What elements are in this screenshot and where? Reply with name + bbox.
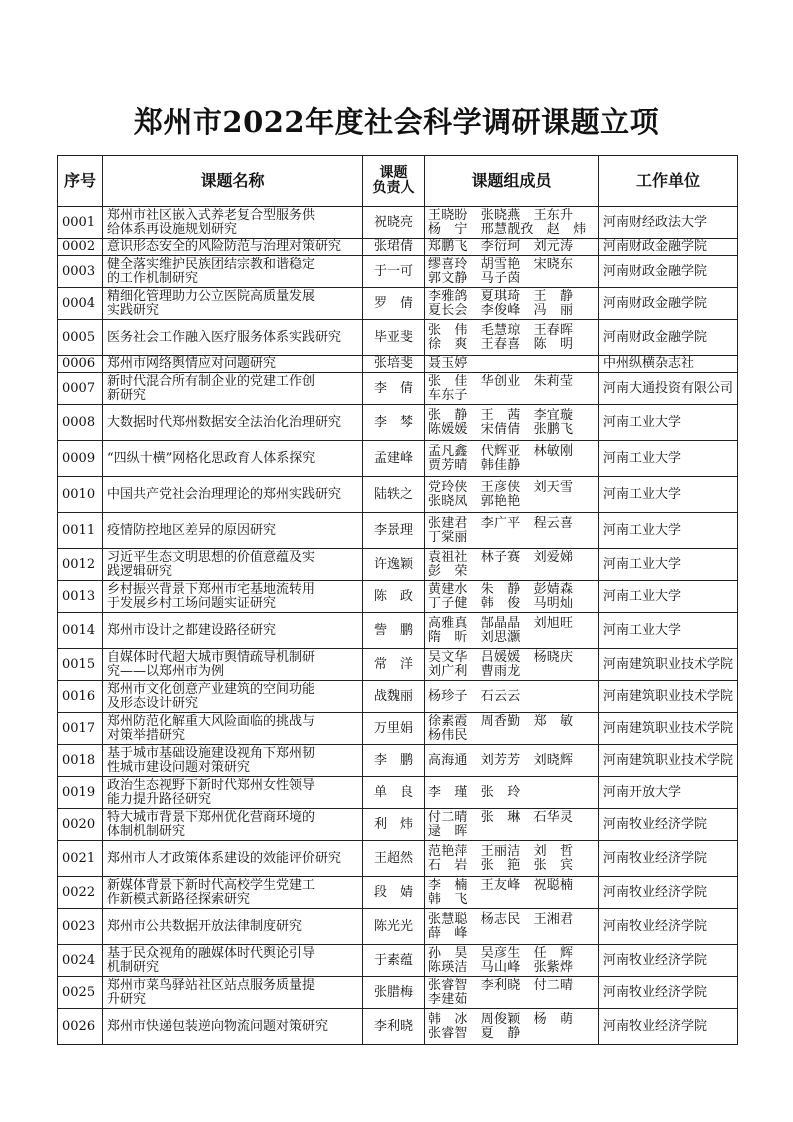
row-leader: 陈光光 <box>363 909 425 945</box>
row-topic-line: 新研究 <box>107 387 147 403</box>
row-leader: 利 炜 <box>363 809 425 841</box>
row-members <box>425 239 599 256</box>
row-topic-line: “四纵十横”网格化思政育人体系探究 <box>107 450 316 466</box>
row-leader: 段 婧 <box>363 877 425 909</box>
row-topic-line: 及形态设计研究 <box>107 695 199 711</box>
table-row <box>58 713 738 745</box>
row-unit: 河南牧业经济学院 <box>599 809 738 841</box>
row-members-line: 刘广利 曹雨龙 <box>428 663 521 679</box>
table-header-row <box>58 156 738 207</box>
row-topic-line: 给体系再设施规划研究 <box>107 221 238 237</box>
row-topic-line: 中国共产党社会治理理论的郑州实践研究 <box>107 486 342 502</box>
row-leader: 于一可 <box>363 256 425 288</box>
row-topic-line: 郑州市快递包装逆向物流问题对策研究 <box>107 1018 329 1034</box>
table-row <box>58 256 738 288</box>
table-row <box>58 681 738 713</box>
row-unit: 河南财政金融学院 <box>599 239 738 256</box>
row-members-line: 张睿智 李利晓 付二晴 <box>428 977 574 993</box>
row-seq: 0010 <box>58 477 103 513</box>
row-members-line: 杨珍子 石云云 <box>428 688 521 704</box>
table-row <box>58 513 738 549</box>
row-members-line: 丁棠丽 <box>428 529 468 545</box>
row-topic-line: 机制研究 <box>107 959 160 975</box>
row-topic <box>103 681 363 713</box>
row-members-line: 张晓凤 郭艳艳 <box>428 493 521 509</box>
table-row <box>58 288 738 320</box>
row-topic-line: 特大城市背景下郑州优化营商环境的 <box>107 809 316 825</box>
row-members-line: 郭文静 马子茵 <box>428 270 521 286</box>
row-members-line: 缪喜玲 胡雪艳 宋晓东 <box>428 256 574 272</box>
table-row <box>58 649 738 681</box>
row-members-line: 彭 荣 <box>428 563 468 579</box>
row-seq: 0021 <box>58 841 103 877</box>
row-members <box>425 477 599 513</box>
row-unit: 河南牧业经济学院 <box>599 877 738 909</box>
row-topic-line: 乡村振兴背景下郑州市宅基地流转用 <box>107 581 316 597</box>
row-members <box>425 207 599 239</box>
row-seq: 0006 <box>58 356 103 373</box>
table-row <box>58 373 738 405</box>
row-unit: 河南建筑职业技术学院 <box>599 745 738 777</box>
row-leader: 战魏丽 <box>363 681 425 713</box>
row-leader: 陆轶之 <box>363 477 425 513</box>
row-topic <box>103 809 363 841</box>
row-members-line: 车东子 <box>428 387 468 403</box>
row-leader: 许逸颖 <box>363 549 425 581</box>
row-unit: 河南工业大学 <box>599 513 738 549</box>
row-members-line: 袁祖社 林子赛 刘爱娣 <box>428 549 574 565</box>
row-leader: 毕亚斐 <box>363 320 425 356</box>
row-topic-line: 对策举措研究 <box>107 727 186 743</box>
row-unit: 河南工业大学 <box>599 549 738 581</box>
table-body <box>58 207 738 1045</box>
row-unit: 河南工业大学 <box>599 477 738 513</box>
row-seq: 0025 <box>58 977 103 1009</box>
row-leader: 孟建峰 <box>363 441 425 477</box>
row-topic <box>103 977 363 1009</box>
row-topic-line: 体制机制研究 <box>107 823 186 839</box>
row-seq: 0019 <box>58 777 103 809</box>
row-leader: 李利晓 <box>363 1009 425 1045</box>
row-unit: 河南牧业经济学院 <box>599 1009 738 1045</box>
row-members <box>425 549 599 581</box>
row-seq: 0002 <box>58 239 103 256</box>
row-members <box>425 513 599 549</box>
row-leader: 王超然 <box>363 841 425 877</box>
row-members-line: 丁子健 韩 俊 马明灿 <box>428 595 574 611</box>
row-seq: 0022 <box>58 877 103 909</box>
row-topic-line: 自媒体时代超大城市舆情疏导机制研 <box>107 649 316 665</box>
row-leader: 张腊梅 <box>363 977 425 1009</box>
row-members <box>425 877 599 909</box>
table-row <box>58 877 738 909</box>
row-seq: 0016 <box>58 681 103 713</box>
row-members-line: 张建君 李广平 程云喜 <box>428 515 574 531</box>
row-leader: 罗 倩 <box>363 288 425 320</box>
row-members <box>425 356 599 373</box>
row-members <box>425 945 599 977</box>
row-topic-line: 郑州市文化创意产业建筑的空间功能 <box>107 681 316 697</box>
row-topic-line: 意识形态安全的风险防范与治理对策研究 <box>107 239 342 254</box>
row-seq: 0017 <box>58 713 103 745</box>
row-members-line: 石 岩 张 筢 张 宾 <box>428 857 574 873</box>
row-seq: 0007 <box>58 373 103 405</box>
row-topic-line: 健全落实维护民族团结宗教和谐稳定 <box>107 256 316 272</box>
row-topic <box>103 713 363 745</box>
header-leader <box>363 156 425 207</box>
row-seq: 0008 <box>58 405 103 441</box>
row-members-line: 高海通 刘芳芳 刘晓辉 <box>428 752 574 768</box>
row-leader: 李 棽 <box>363 405 425 441</box>
row-unit: 河南财经政法大学 <box>599 207 738 239</box>
row-unit: 河南开放大学 <box>599 777 738 809</box>
row-topic <box>103 239 363 256</box>
row-topic <box>103 256 363 288</box>
project-table <box>57 155 738 1045</box>
row-seq: 0026 <box>58 1009 103 1045</box>
row-members <box>425 373 599 405</box>
row-seq: 0004 <box>58 288 103 320</box>
row-members-line: 贾芳晴 韩佳静 <box>428 457 521 473</box>
row-unit: 河南工业大学 <box>599 613 738 649</box>
row-members-line: 韩 冰 周俊颖 杨 萌 <box>428 1011 574 1027</box>
row-leader: 张珺倩 <box>363 239 425 256</box>
row-leader: 訾 鹏 <box>363 613 425 649</box>
row-topic <box>103 1009 363 1045</box>
header-unit: 工作单位 <box>599 156 738 207</box>
row-topic-line: 疫情防控地区差异的原因研究 <box>107 522 277 538</box>
row-members-line: 徐 爽 王春喜 陈 明 <box>428 336 574 352</box>
row-topic <box>103 613 363 649</box>
row-topic-line: 习近平生态文明思想的价值意蕴及实 <box>107 549 316 565</box>
row-topic-line: 精细化管理助力公立医院高质量发展 <box>107 288 316 304</box>
row-topic <box>103 207 363 239</box>
row-topic <box>103 373 363 405</box>
row-topic-line: 郑州市菜鸟驿站社区站点服务质量提 <box>107 977 316 993</box>
row-unit: 河南牧业经济学院 <box>599 977 738 1009</box>
table-row <box>58 581 738 613</box>
row-topic <box>103 477 363 513</box>
row-members-line: 党玲侠 王彦侠 刘天雪 <box>428 479 574 495</box>
row-unit: 中州纵横杂志社 <box>599 356 738 373</box>
row-topic-line: 作新模式新路径探索研究 <box>107 891 251 907</box>
row-topic-line: 郑州市网络舆情应对问题研究 <box>107 356 277 371</box>
row-members-line: 杨伟民 <box>428 727 468 743</box>
row-members <box>425 613 599 649</box>
row-members <box>425 841 599 877</box>
row-members-line: 夏长会 李俊峰 冯 丽 <box>428 302 574 318</box>
table-row <box>58 1009 738 1045</box>
row-seq: 0014 <box>58 613 103 649</box>
row-unit: 河南牧业经济学院 <box>599 909 738 945</box>
row-members-line: 张睿智 夏 静 <box>428 1025 521 1041</box>
row-members-line: 范艳萍 王丽洁 刘 哲 <box>428 843 574 859</box>
row-seq: 0005 <box>58 320 103 356</box>
row-members-line: 黄建水 朱 静 彭婧森 <box>428 581 574 597</box>
row-members <box>425 809 599 841</box>
row-members-line: 付二晴 张 琳 石华灵 <box>428 809 574 825</box>
row-members <box>425 256 599 288</box>
row-members <box>425 405 599 441</box>
row-topic-line: 郑州市公共数据开放法律制度研究 <box>107 918 303 934</box>
row-leader: 李 倩 <box>363 373 425 405</box>
table-row <box>58 441 738 477</box>
row-unit: 河南建筑职业技术学院 <box>599 713 738 745</box>
row-members-line: 孙 昊 吴彦生 任 辉 <box>428 945 574 961</box>
row-members-line: 李 瑾 张 玲 <box>428 784 521 800</box>
row-topic-line: 升研究 <box>107 991 147 1007</box>
row-members <box>425 909 599 945</box>
row-topic <box>103 777 363 809</box>
row-members-line: 陈瑛洁 马山峰 张紫烨 <box>428 959 574 975</box>
row-unit: 河南财政金融学院 <box>599 288 738 320</box>
row-topic <box>103 909 363 945</box>
row-topic <box>103 320 363 356</box>
table-row <box>58 777 738 809</box>
header-name: 课题名称 <box>103 156 363 207</box>
row-unit: 河南建筑职业技术学院 <box>599 649 738 681</box>
row-topic <box>103 441 363 477</box>
row-members <box>425 777 599 809</box>
row-members-line: 杨 宁 邢慧靓孜 赵 炜 <box>428 221 587 237</box>
row-leader: 万里娟 <box>363 713 425 745</box>
row-topic <box>103 288 363 320</box>
table-row <box>58 477 738 513</box>
row-leader: 陈 政 <box>363 581 425 613</box>
row-members <box>425 320 599 356</box>
row-unit: 河南工业大学 <box>599 441 738 477</box>
row-leader: 李 鹏 <box>363 745 425 777</box>
row-members <box>425 745 599 777</box>
row-members-line: 逯 晖 <box>428 823 468 839</box>
row-seq: 0003 <box>58 256 103 288</box>
row-topic-line: 基于民众视角的融媒体时代舆论引导 <box>107 945 316 961</box>
header-leader-line2: 负责人 <box>372 180 415 196</box>
row-seq: 0015 <box>58 649 103 681</box>
document-title: 郑州市2022年度社会科学调研课题立项 <box>133 105 660 139</box>
row-topic <box>103 945 363 977</box>
row-members-line: 孟凡鑫 代辉亚 林敏刚 <box>428 443 574 459</box>
row-members-line: 李建茹 <box>428 991 468 1007</box>
row-seq: 0023 <box>58 909 103 945</box>
row-members <box>425 713 599 745</box>
row-topic-line: 医务社会工作融入医疗服务体系实践研究 <box>107 329 342 345</box>
row-leader: 祝晓亮 <box>363 207 425 239</box>
header-seq: 序号 <box>58 156 103 207</box>
row-topic-line: 于发展乡村工场问题实证研究 <box>107 595 277 611</box>
row-topic-line: 新时代混合所有制企业的党建工作创 <box>107 373 316 389</box>
row-topic-line: 郑州市社区嵌入式养老复合型服务供 <box>107 207 316 223</box>
row-topic <box>103 513 363 549</box>
row-seq: 0020 <box>58 809 103 841</box>
header-members: 课题组成员 <box>425 156 599 207</box>
table-row <box>58 239 738 256</box>
row-topic-line: 性城市建设问题对策研究 <box>107 759 251 775</box>
row-topic <box>103 549 363 581</box>
row-seq: 0011 <box>58 513 103 549</box>
row-seq: 0018 <box>58 745 103 777</box>
row-members <box>425 1009 599 1045</box>
table-row <box>58 745 738 777</box>
table-row <box>58 405 738 441</box>
row-members-line: 韩 飞 <box>428 891 468 907</box>
row-leader: 常 洋 <box>363 649 425 681</box>
row-topic-line: 郑州市设计之都建设路径研究 <box>107 622 277 638</box>
row-members-line: 李雅鸽 夏琪琦 王 静 <box>428 288 574 304</box>
row-topic <box>103 877 363 909</box>
row-seq: 0024 <box>58 945 103 977</box>
row-members-line: 张慧聪 杨志民 王湘君 <box>428 911 574 927</box>
table-row <box>58 320 738 356</box>
row-unit: 河南建筑职业技术学院 <box>599 681 738 713</box>
row-topic-line: 践逻辑研究 <box>107 563 173 579</box>
row-members-line: 徐素霞 周香勤 郑 敏 <box>428 713 574 729</box>
row-topic-line: 基于城市基础设施建设视角下郑州韧 <box>107 745 316 761</box>
table-row <box>58 977 738 1009</box>
row-members-line: 吴文华 吕媛媛 杨晓庆 <box>428 649 574 665</box>
row-unit: 河南大通投资有限公司 <box>599 373 738 405</box>
row-topic-line: 的工作机制研究 <box>107 270 199 286</box>
table-row <box>58 356 738 373</box>
table-row <box>58 549 738 581</box>
row-topic <box>103 649 363 681</box>
row-members-line: 郑鹏飞 李衍珂 刘元涛 <box>428 239 574 254</box>
row-leader: 李景理 <box>363 513 425 549</box>
row-members <box>425 649 599 681</box>
row-topic-line: 究——以郑州市为例 <box>107 663 225 679</box>
row-seq: 0009 <box>58 441 103 477</box>
row-unit: 河南财政金融学院 <box>599 320 738 356</box>
table-row <box>58 841 738 877</box>
row-unit: 河南财政金融学院 <box>599 256 738 288</box>
row-members-line: 薛 峰 <box>428 925 468 941</box>
header-leader-line1: 课题 <box>379 165 408 181</box>
row-topic <box>103 356 363 373</box>
table-row <box>58 945 738 977</box>
row-members-line: 张 佳 华创业 朱莉莹 <box>428 373 574 389</box>
table-row <box>58 909 738 945</box>
table-row <box>58 809 738 841</box>
row-leader: 于素蕴 <box>363 945 425 977</box>
row-members-line: 张 静 王 茜 李宜璇 <box>428 407 574 423</box>
table-row <box>58 207 738 239</box>
row-topic-line: 郑州市人才政策体系建设的效能评价研究 <box>107 850 342 866</box>
row-topic-line: 郑州防范化解重大风险面临的挑战与 <box>107 713 316 729</box>
row-leader: 单 良 <box>363 777 425 809</box>
row-topic <box>103 745 363 777</box>
row-seq: 0012 <box>58 549 103 581</box>
row-leader: 张培斐 <box>363 356 425 373</box>
row-members-line: 聂玉婷 <box>428 356 468 371</box>
row-members-line: 高雅真 郜晶晶 刘旭旺 <box>428 615 574 631</box>
row-seq: 0013 <box>58 581 103 613</box>
row-topic-line: 大数据时代郑州数据安全法治化治理研究 <box>107 414 342 430</box>
row-members-line: 李 楠 王友峰 祝聪楠 <box>428 877 574 893</box>
row-members-line: 隋 昕 刘思灏 <box>428 629 521 645</box>
row-members-line: 张 伟 毛慧琼 王春晖 <box>428 322 574 338</box>
row-topic-line: 新媒体背景下新时代高校学生党建工 <box>107 877 316 893</box>
table-row <box>58 613 738 649</box>
row-members <box>425 581 599 613</box>
row-members-line: 陈媛媛 宋倩倩 张鹏飞 <box>428 421 574 437</box>
row-members <box>425 288 599 320</box>
row-topic-line: 能力提升路径研究 <box>107 791 212 807</box>
row-unit: 河南牧业经济学院 <box>599 945 738 977</box>
row-members <box>425 441 599 477</box>
row-unit: 河南牧业经济学院 <box>599 841 738 877</box>
row-members <box>425 977 599 1009</box>
row-seq: 0001 <box>58 207 103 239</box>
row-topic <box>103 841 363 877</box>
row-topic <box>103 581 363 613</box>
row-unit: 河南工业大学 <box>599 405 738 441</box>
row-members-line: 王晓盼 张晓燕 王东升 <box>428 207 574 223</box>
row-topic <box>103 405 363 441</box>
row-unit: 河南工业大学 <box>599 581 738 613</box>
row-topic-line: 实践研究 <box>107 302 160 318</box>
row-members <box>425 681 599 713</box>
row-topic-line: 政治生态视野下新时代郑州女性领导 <box>107 777 316 793</box>
